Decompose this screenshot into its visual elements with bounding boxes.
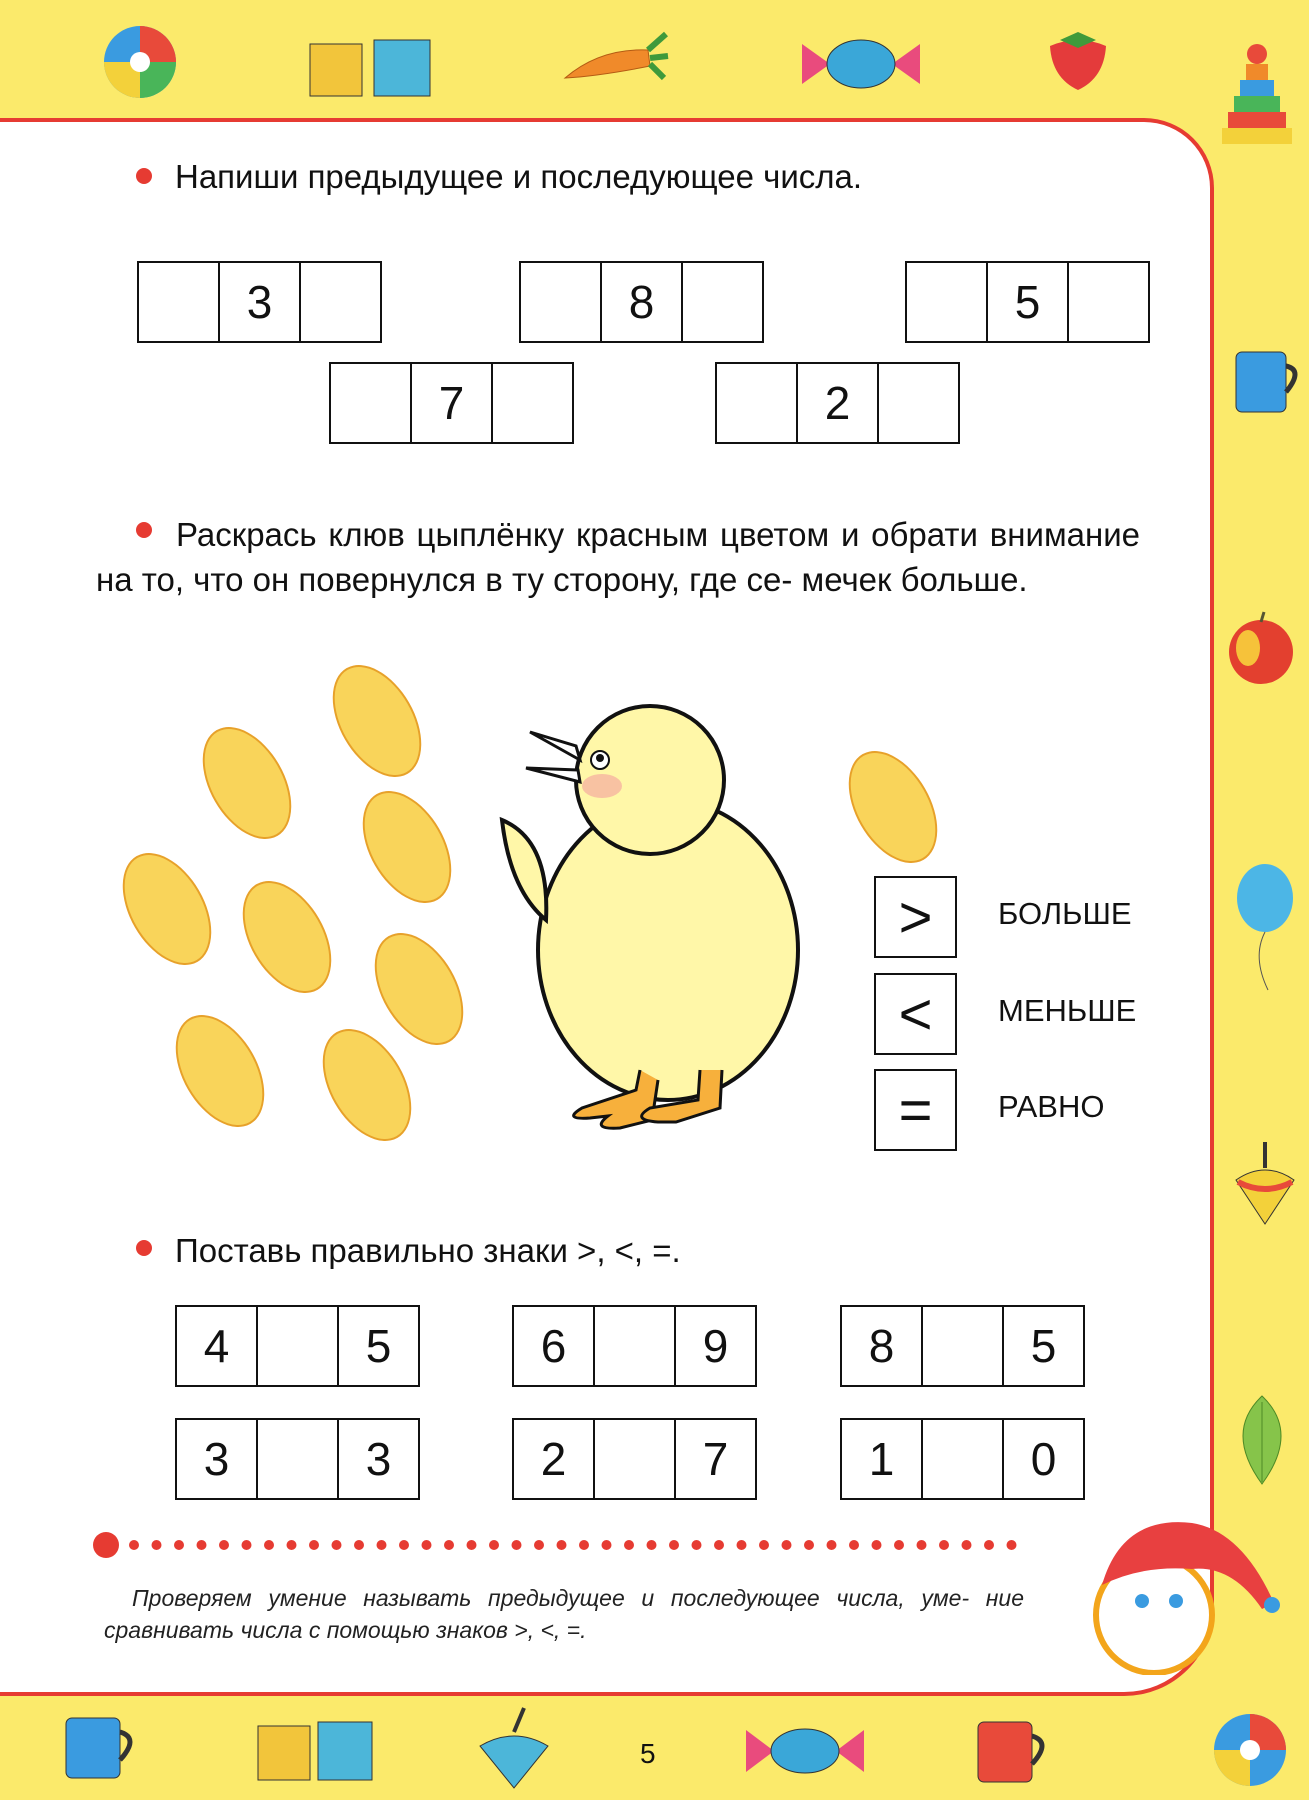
greater-sign-box: >: [874, 876, 957, 958]
task3-instruction: Поставь правильно знаки >, <, =.: [175, 1232, 681, 1269]
number-cell: 3: [337, 1418, 420, 1500]
comparison-row: [175, 1418, 420, 1500]
carrot-icon: [560, 28, 670, 90]
number-cell: 5: [986, 261, 1069, 343]
number-cell: 0: [1002, 1418, 1085, 1500]
number-cell: 9: [674, 1305, 757, 1387]
strawberry-icon: [1042, 30, 1114, 94]
comparison-row: [840, 1305, 1085, 1387]
answer-cell[interactable]: [329, 362, 412, 444]
equal-sign-box: =: [874, 1069, 957, 1151]
number-cell: 1: [840, 1418, 923, 1500]
spinning-top-icon: [474, 1706, 554, 1790]
less-label: МЕНЬШЕ: [998, 993, 1137, 1028]
less-sign-box: <: [874, 973, 957, 1055]
balloon-icon: [1232, 862, 1298, 992]
dotted-separator: [90, 1530, 1040, 1560]
answer-cell[interactable]: [877, 362, 960, 444]
task1-instruction: Напиши предыдущее и последующее числа.: [175, 158, 863, 195]
answer-cell[interactable]: [681, 261, 764, 343]
number-cell: 3: [218, 261, 301, 343]
answer-cell[interactable]: [519, 261, 602, 343]
answer-cell[interactable]: [905, 261, 988, 343]
letter-blocks-icon: [308, 34, 433, 99]
spinning-top-icon: [1232, 1140, 1298, 1228]
neighbor-row: [715, 362, 960, 444]
answer-cell[interactable]: [256, 1418, 339, 1500]
bullet: [136, 1240, 152, 1256]
number-cell: 8: [840, 1305, 923, 1387]
number-cell: 8: [600, 261, 683, 343]
greater-label: БОЛЬШЕ: [998, 896, 1132, 931]
answer-cell[interactable]: [256, 1305, 339, 1387]
page-number: 5: [640, 1738, 656, 1769]
number-cell: 3: [175, 1418, 258, 1500]
apple-icon: [1220, 610, 1302, 686]
clown-head-icon: [1082, 1505, 1282, 1675]
task2-instruction: Раскрась клюв цыплёнку красным цветом и обрати внимание на то, что он повернулся в ту сторону, где се- мечек больше.: [96, 516, 1140, 598]
number-cell: 5: [1002, 1305, 1085, 1387]
comparison-row: [175, 1305, 420, 1387]
answer-cell[interactable]: [137, 261, 220, 343]
neighbor-row: [905, 261, 1150, 343]
candy-icon: [800, 34, 922, 94]
cup-icon: [974, 1716, 1056, 1788]
answer-cell[interactable]: [593, 1418, 676, 1500]
number-cell: 6: [512, 1305, 595, 1387]
letter-blocks-icon: [256, 1716, 376, 1784]
number-cell: 2: [796, 362, 879, 444]
candy-icon: [744, 1722, 866, 1780]
answer-cell[interactable]: [593, 1305, 676, 1387]
leaf-icon: [1222, 1392, 1302, 1488]
answer-cell[interactable]: [921, 1305, 1004, 1387]
comparison-row: [512, 1418, 757, 1500]
number-cell: 2: [512, 1418, 595, 1500]
cup-icon: [62, 1712, 144, 1784]
comparison-row: [840, 1418, 1085, 1500]
number-cell: 7: [674, 1418, 757, 1500]
answer-cell[interactable]: [1067, 261, 1150, 343]
neighbor-row: [329, 362, 574, 444]
teacher-note: Проверяем умение называть предыдущее и последующее числа, уме- ние сравнивать числа с помощью знаков >, <, =.: [104, 1585, 1024, 1643]
answer-cell[interactable]: [299, 261, 382, 343]
answer-cell[interactable]: [715, 362, 798, 444]
neighbor-row: [137, 261, 382, 343]
pyramid-toy-icon: [1214, 36, 1300, 148]
number-cell: 4: [175, 1305, 258, 1387]
number-cell: 7: [410, 362, 493, 444]
neighbor-row: [519, 261, 764, 343]
equal-label: РАВНО: [998, 1089, 1105, 1124]
comparison-row: [512, 1305, 757, 1387]
answer-cell[interactable]: [491, 362, 574, 444]
answer-cell[interactable]: [921, 1418, 1004, 1500]
number-cell: 5: [337, 1305, 420, 1387]
bullet: [136, 168, 152, 184]
cup-icon: [1232, 346, 1306, 416]
ball-icon: [1210, 1710, 1290, 1790]
chick-illustration: [490, 690, 820, 1130]
ball-icon: [100, 22, 180, 102]
